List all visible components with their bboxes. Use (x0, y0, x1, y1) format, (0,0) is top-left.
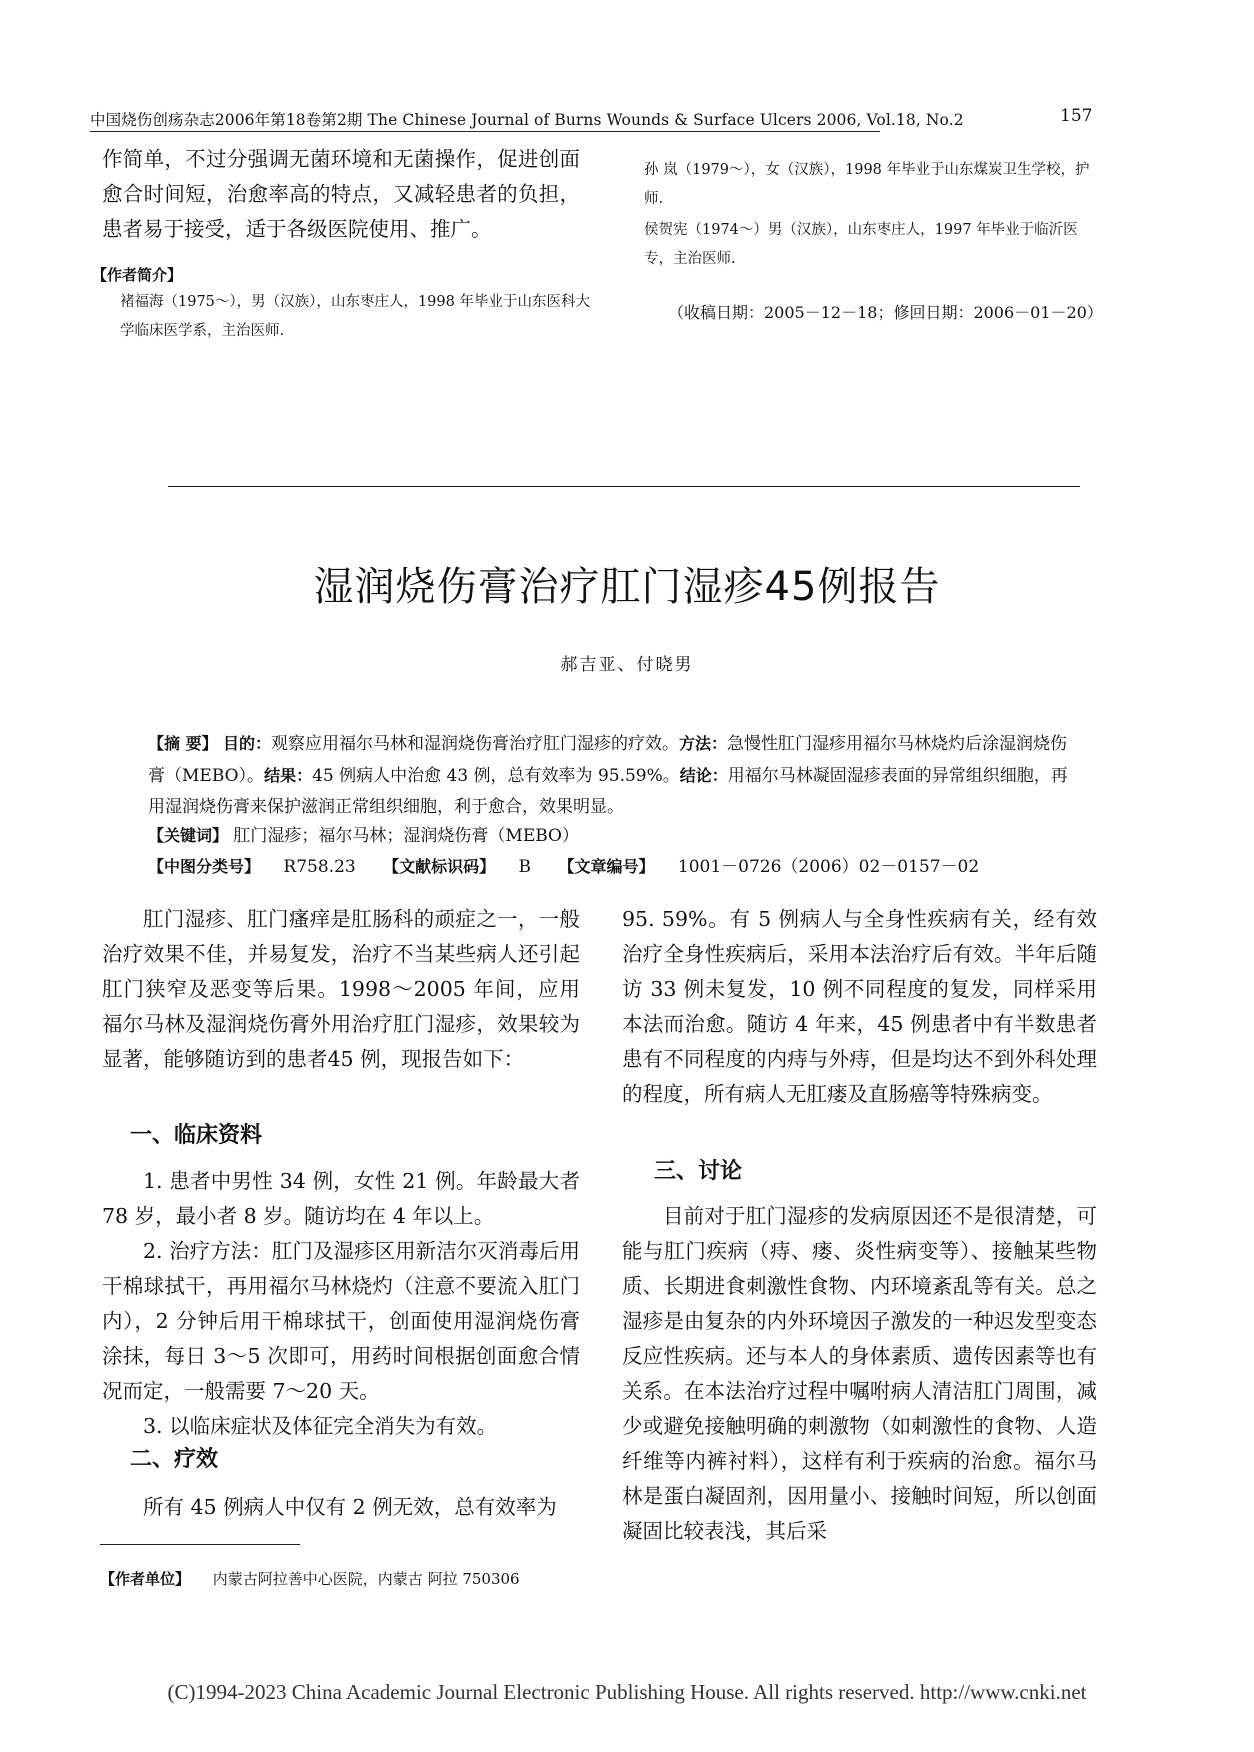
author-bio-2: 孙 岚（1979～），女（汉族），1998 年毕业于山东煤炭卫生学校，护师. (644, 162, 1090, 207)
author-bio-1: 褚福海（1975～），男（汉族），山东枣庄人，1998 年毕业于山东医科大学临床医学系，主治医师. (120, 294, 590, 339)
article-no: 1001－0726（2006）02－0157－02 (677, 857, 980, 877)
abstract-methods-label: 方法： (679, 734, 728, 753)
abstract (148, 728, 1078, 823)
section-2-p1-left: 所有 45 例病人中仅有 2 例无效，总有效率为 (143, 1495, 557, 1519)
clc-label: 【中图分类号】 (148, 857, 261, 876)
article-no-label: 【文章编号】 (558, 857, 655, 876)
section-1-title: 一、临床资料 (130, 1123, 263, 1148)
clc-code: R758.23 (283, 857, 356, 877)
copyright-footer: (C)1994-2023 China Academic Journal Electronic Publishing House. All rights reserved. http://www.cnki.net (167, 1680, 1087, 1704)
classification-line (148, 851, 1078, 883)
article-authors: 郝吉亚、付晓男 (560, 655, 694, 675)
abstract-results: 45 例病人中治愈 43 例，总有效率为 95.59%。 (312, 766, 680, 786)
prev-article-continuation: 作简单，不过分强调无菌环境和无菌操作，促进创面愈合时间短，治愈率高的特点，又减轻患者的负担，患者易于接受，适于各级医院使用、推广。 (102, 147, 580, 241)
section-1-p2: 2. 治疗方法：肛门及湿疹区用新洁尔灭消毒后用干棉球拭干，再用福尔马林烧灼（注意不要流入肛门内），2 分钟后用干棉球拭干，创面使用湿润烧伤膏涂抹，每日 3～5 次即可，用药时间根据创面愈合情况而定，一般需要 7～20 天。 (102, 1239, 580, 1403)
section-1-p3: 3. 以临床症状及体征完全消失为有效。 (143, 1414, 498, 1438)
abstract-objective: 观察应用福尔马林和湿润烧伤膏治疗肛门湿疹的疗效。 (271, 734, 679, 754)
intro-paragraph: 肛门湿疹、肛门瘙痒是肛肠科的顽症之一，一般治疗效果不佳，并易复发，治疗不当某些病人还引起肛门狭窄及恶变等后果。1998～2005 年间，应用福尔马林及湿润烧伤膏外用治疗肛门湿疹，效果较为显著，能够随访到的患者45 例，现报告如下： (102, 907, 580, 1071)
keywords: 肛门湿疹；福尔马林；湿润烧伤膏（MEBO） (233, 826, 579, 846)
doc-code-label: 【文献标识码】 (383, 857, 496, 876)
abstract-methods: 急慢性肛门湿疹用福尔马林烧灼后涂湿润烧伤膏（MEBO）。 (148, 734, 1068, 786)
affiliation-label: 【作者单位】 (100, 1570, 191, 1588)
author-intro-label: 【作者简介】 (92, 266, 183, 284)
article-title: 湿润烧伤膏治疗肛门湿疹45例报告 (313, 564, 941, 610)
keywords-line (148, 820, 1078, 852)
header-rule (90, 131, 880, 132)
running-head: 中国烧伤创疡杂志2006年第18卷第2期 The Chinese Journal of Burns Wounds & Surface Ulcers 2006, Vol.18, No.2 (90, 111, 964, 129)
abstract-conclusion-label: 结论： (679, 766, 728, 785)
section-3-p1: 目前对于肛门湿疹的发病原因还不是很清楚，可能与肛门疾病（痔、瘘、炎性病变等）、接触某些物质、长期进食刺激性食物、内环境紊乱等有关。总之湿疹是由复杂的内外环境因子激发的一种迟发型变态反应性疾病。还与本人的身体素质、遗传因素等也有关系。在本法治疗过程中嘱咐病人清洁肛门周围，减少或避免接触明确的刺激物（如刺激性的食物、人造纤维等内裤衬料），这样有利于疾病的治愈。福尔马林是蛋白凝固剂，因用量小、接触时间短，所以创面凝固比较表浅，其后采 (622, 1204, 1097, 1543)
received-dates: （收稿日期：2005－12－18；修回日期：2006－01－20） (668, 303, 1103, 322)
section-2-p1-right: 95. 59%。有 5 例病人与全身性疾病有关，经有效治疗全身性疾病后，采用本法治疗后有效。半年后随访 33 例未复发，10 例不同程度的复发，同样采用本法而治愈。随访 4 年来，45 例患者中有半数患者患有不同程度的内痔与外痔，但是均达不到外科处理的程度，所有病人无肛瘘及直肠癌等特殊病变。 (622, 907, 1097, 1106)
keywords-label: 【关键词】 (148, 826, 229, 845)
section-1-p1: 1. 患者中男性 34 例，女性 21 例。年龄最大者78 岁，最小者 8 岁。随访均在 4 年以上。 (102, 1169, 580, 1228)
affiliation (100, 1568, 520, 1589)
abstract-label: 【摘 要】 (148, 734, 218, 753)
article-divider (168, 486, 1080, 487)
abstract-results-label: 结果： (264, 766, 313, 785)
page-number: 157 (1060, 106, 1093, 126)
abstract-conclusion: 用福尔马林凝固湿疹表面的异常组织细胞，再用湿润烧伤膏来保护滋润正常组织细胞，利于愈合，效果明显。 (148, 766, 1068, 817)
doc-code: B (518, 857, 532, 877)
affiliation-text: 内蒙古阿拉善中心医院，内蒙古 阿拉 750306 (212, 1570, 520, 1588)
section-2-title: 二、疗效 (130, 1447, 219, 1472)
section-3-title: 三、讨论 (654, 1159, 743, 1184)
author-bio-3: 侯贺宪（1974～）男（汉族），山东枣庄人，1997 年毕业于临沂医专，主治医师. (644, 222, 1078, 267)
footnote-rule (100, 1544, 300, 1545)
abstract-objective-label: 目的： (222, 734, 271, 753)
